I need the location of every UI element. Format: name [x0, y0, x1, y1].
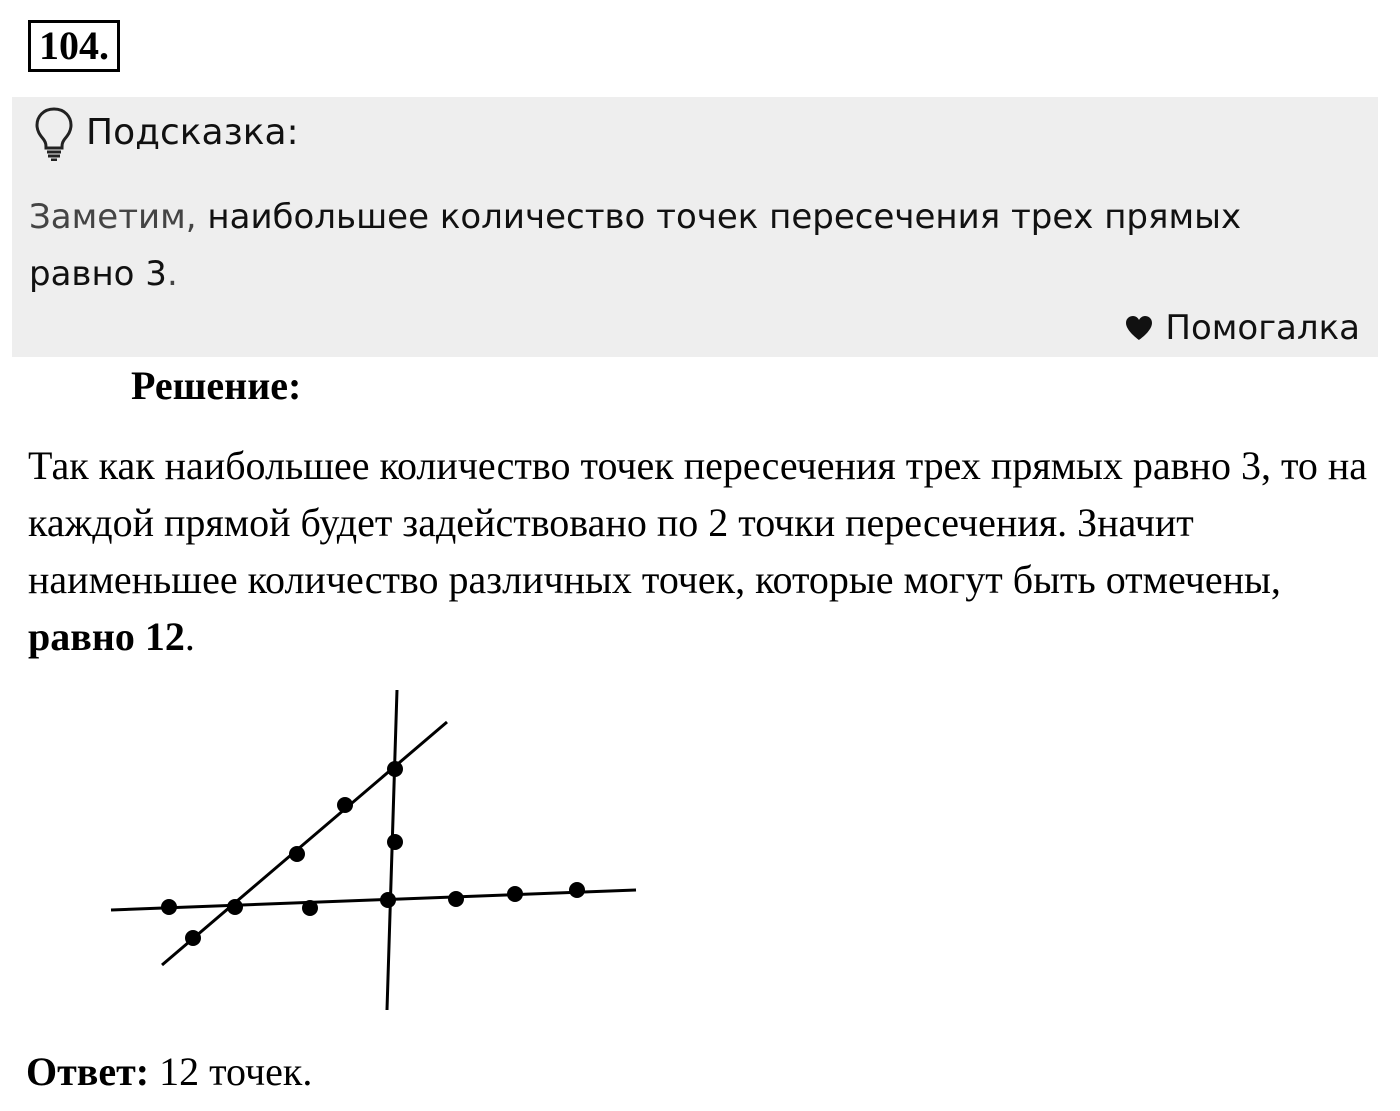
point — [448, 891, 464, 907]
hint-title: Подсказка: — [86, 112, 299, 153]
task-number: 104. — [28, 20, 120, 72]
solution-text — [28, 437, 1368, 665]
diagonal-line — [162, 722, 447, 965]
point — [161, 899, 177, 915]
horizontal-line — [111, 890, 636, 910]
point — [227, 899, 243, 915]
answer-label: Ответ: — [26, 1049, 150, 1094]
hint-end: . — [166, 254, 178, 294]
point — [387, 761, 403, 777]
solution-end: . — [184, 614, 195, 659]
heart-icon — [1125, 315, 1153, 341]
hint-body: наибольшее количество точек пересечения трех прямых равно 3 — [29, 197, 1242, 294]
lightbulb-icon — [32, 105, 76, 161]
hint-box — [12, 97, 1378, 357]
point — [185, 930, 201, 946]
pomogalka-link[interactable] — [1125, 303, 1360, 353]
point — [507, 886, 523, 902]
solution-emphasis: равно 12 — [28, 614, 185, 659]
point — [337, 797, 353, 813]
point — [302, 900, 318, 916]
pomogalka-label: Помогалка — [1165, 308, 1360, 348]
vertical-line — [387, 690, 397, 1010]
solution-heading: Решение: — [131, 363, 302, 408]
answer-value: 12 точек. — [149, 1049, 313, 1094]
hint-lead: Заметим, — [29, 197, 208, 237]
point — [380, 892, 396, 908]
point — [387, 834, 403, 850]
solution-body: Так как наибольшее количество точек пересечения трех прямых равно 3, то на каждой прямой будет задействовано по 2 точки пересечения. Значит наименьшее количество различных точек, которые могут быть отмечены, — [28, 443, 1368, 602]
point — [289, 846, 305, 862]
answer — [26, 1046, 312, 1098]
hint-text — [29, 189, 1349, 303]
lines-figure — [100, 680, 660, 1020]
hint-header — [32, 105, 299, 161]
point — [569, 882, 585, 898]
